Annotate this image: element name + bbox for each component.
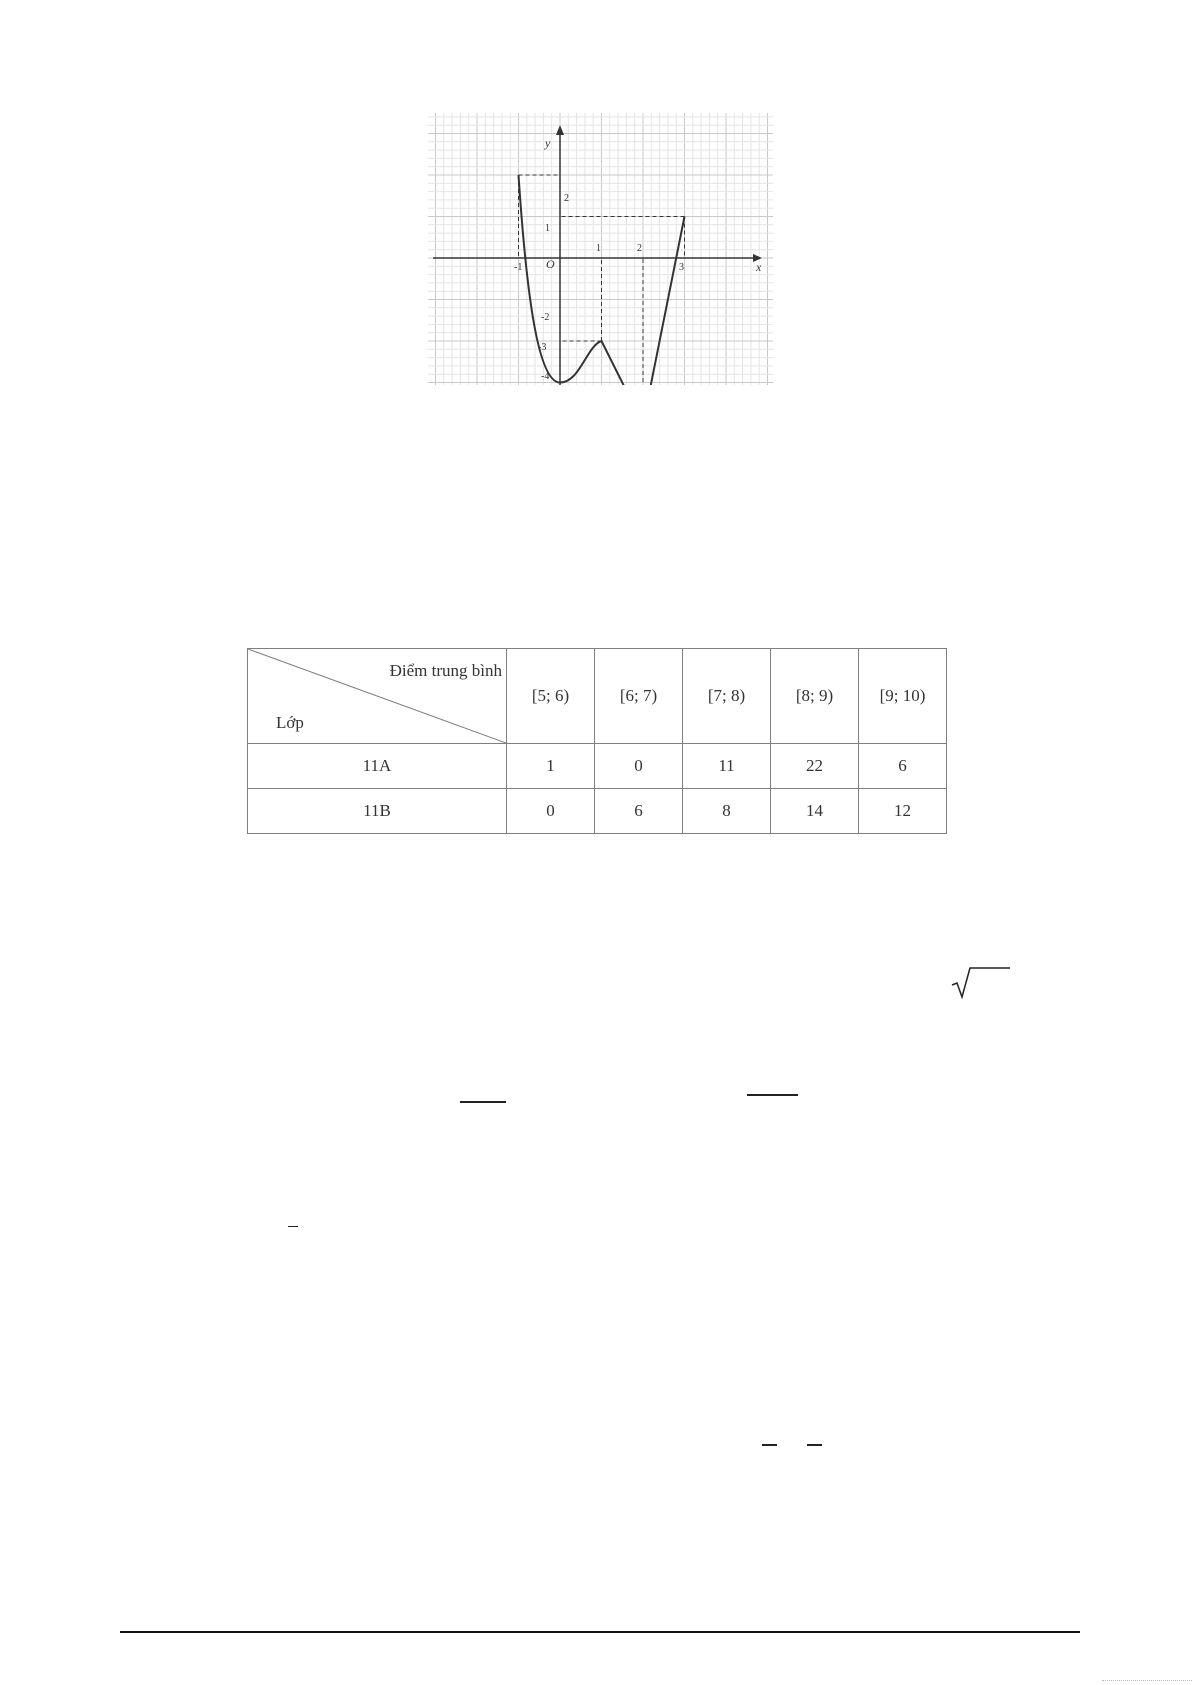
x-tick-3: 3 (679, 262, 684, 273)
table-cell: 11 (683, 744, 771, 789)
score-table (247, 648, 947, 834)
column-header: [8; 9) (771, 649, 859, 744)
origin-label: O (546, 257, 555, 271)
table-cell: 0 (595, 744, 683, 789)
x-axis-label: x (756, 260, 762, 274)
table-cell: 6 (859, 744, 947, 789)
y-tick-2: 2 (564, 193, 569, 204)
footer-rule (120, 1631, 1080, 1633)
y-axis-label: y (545, 136, 551, 150)
table-corner-cell (248, 649, 507, 744)
x-tick-1: 1 (596, 243, 601, 254)
table-cell: 12 (859, 789, 947, 834)
fraction-bar-fragment (460, 1101, 506, 1103)
corner-top-label: Điểm trung bình (389, 661, 502, 680)
table-cell: 0 (507, 789, 595, 834)
column-header: [7; 8) (683, 649, 771, 744)
table-cell: 22 (771, 744, 859, 789)
corner-bottom-label: Lớp (276, 713, 304, 732)
table-header-row (248, 649, 947, 744)
row-label: 11B (248, 789, 507, 834)
y-tick-neg4: -4 (541, 371, 550, 382)
minus-sign-fragment (762, 1444, 777, 1446)
x-tick-2: 2 (637, 243, 642, 254)
column-header: [6; 7) (595, 649, 683, 744)
page-corner-mark (1102, 1680, 1192, 1685)
y-tick-neg3: -3 (538, 342, 547, 353)
table-cell: 1 (507, 744, 595, 789)
graph-axes (433, 125, 762, 385)
minus-sign-fragment (807, 1444, 822, 1446)
overline-fragment (288, 1226, 298, 1227)
table-row (248, 789, 947, 834)
function-graph (428, 113, 773, 385)
y-tick-neg2: -2 (541, 312, 550, 323)
y-axis-arrow (556, 125, 564, 135)
table-cell: 6 (595, 789, 683, 834)
y-tick-1: 1 (545, 223, 550, 234)
column-header: [5; 6) (507, 649, 595, 744)
table-cell: 14 (771, 789, 859, 834)
sqrt-symbol-fragment (950, 965, 1012, 999)
x-tick-neg1: -1 (514, 262, 523, 273)
table-cell: 8 (683, 789, 771, 834)
column-header: [9; 10) (859, 649, 947, 744)
row-label: 11A (248, 744, 507, 789)
table-row (248, 744, 947, 789)
fraction-bar-fragment (747, 1094, 798, 1096)
